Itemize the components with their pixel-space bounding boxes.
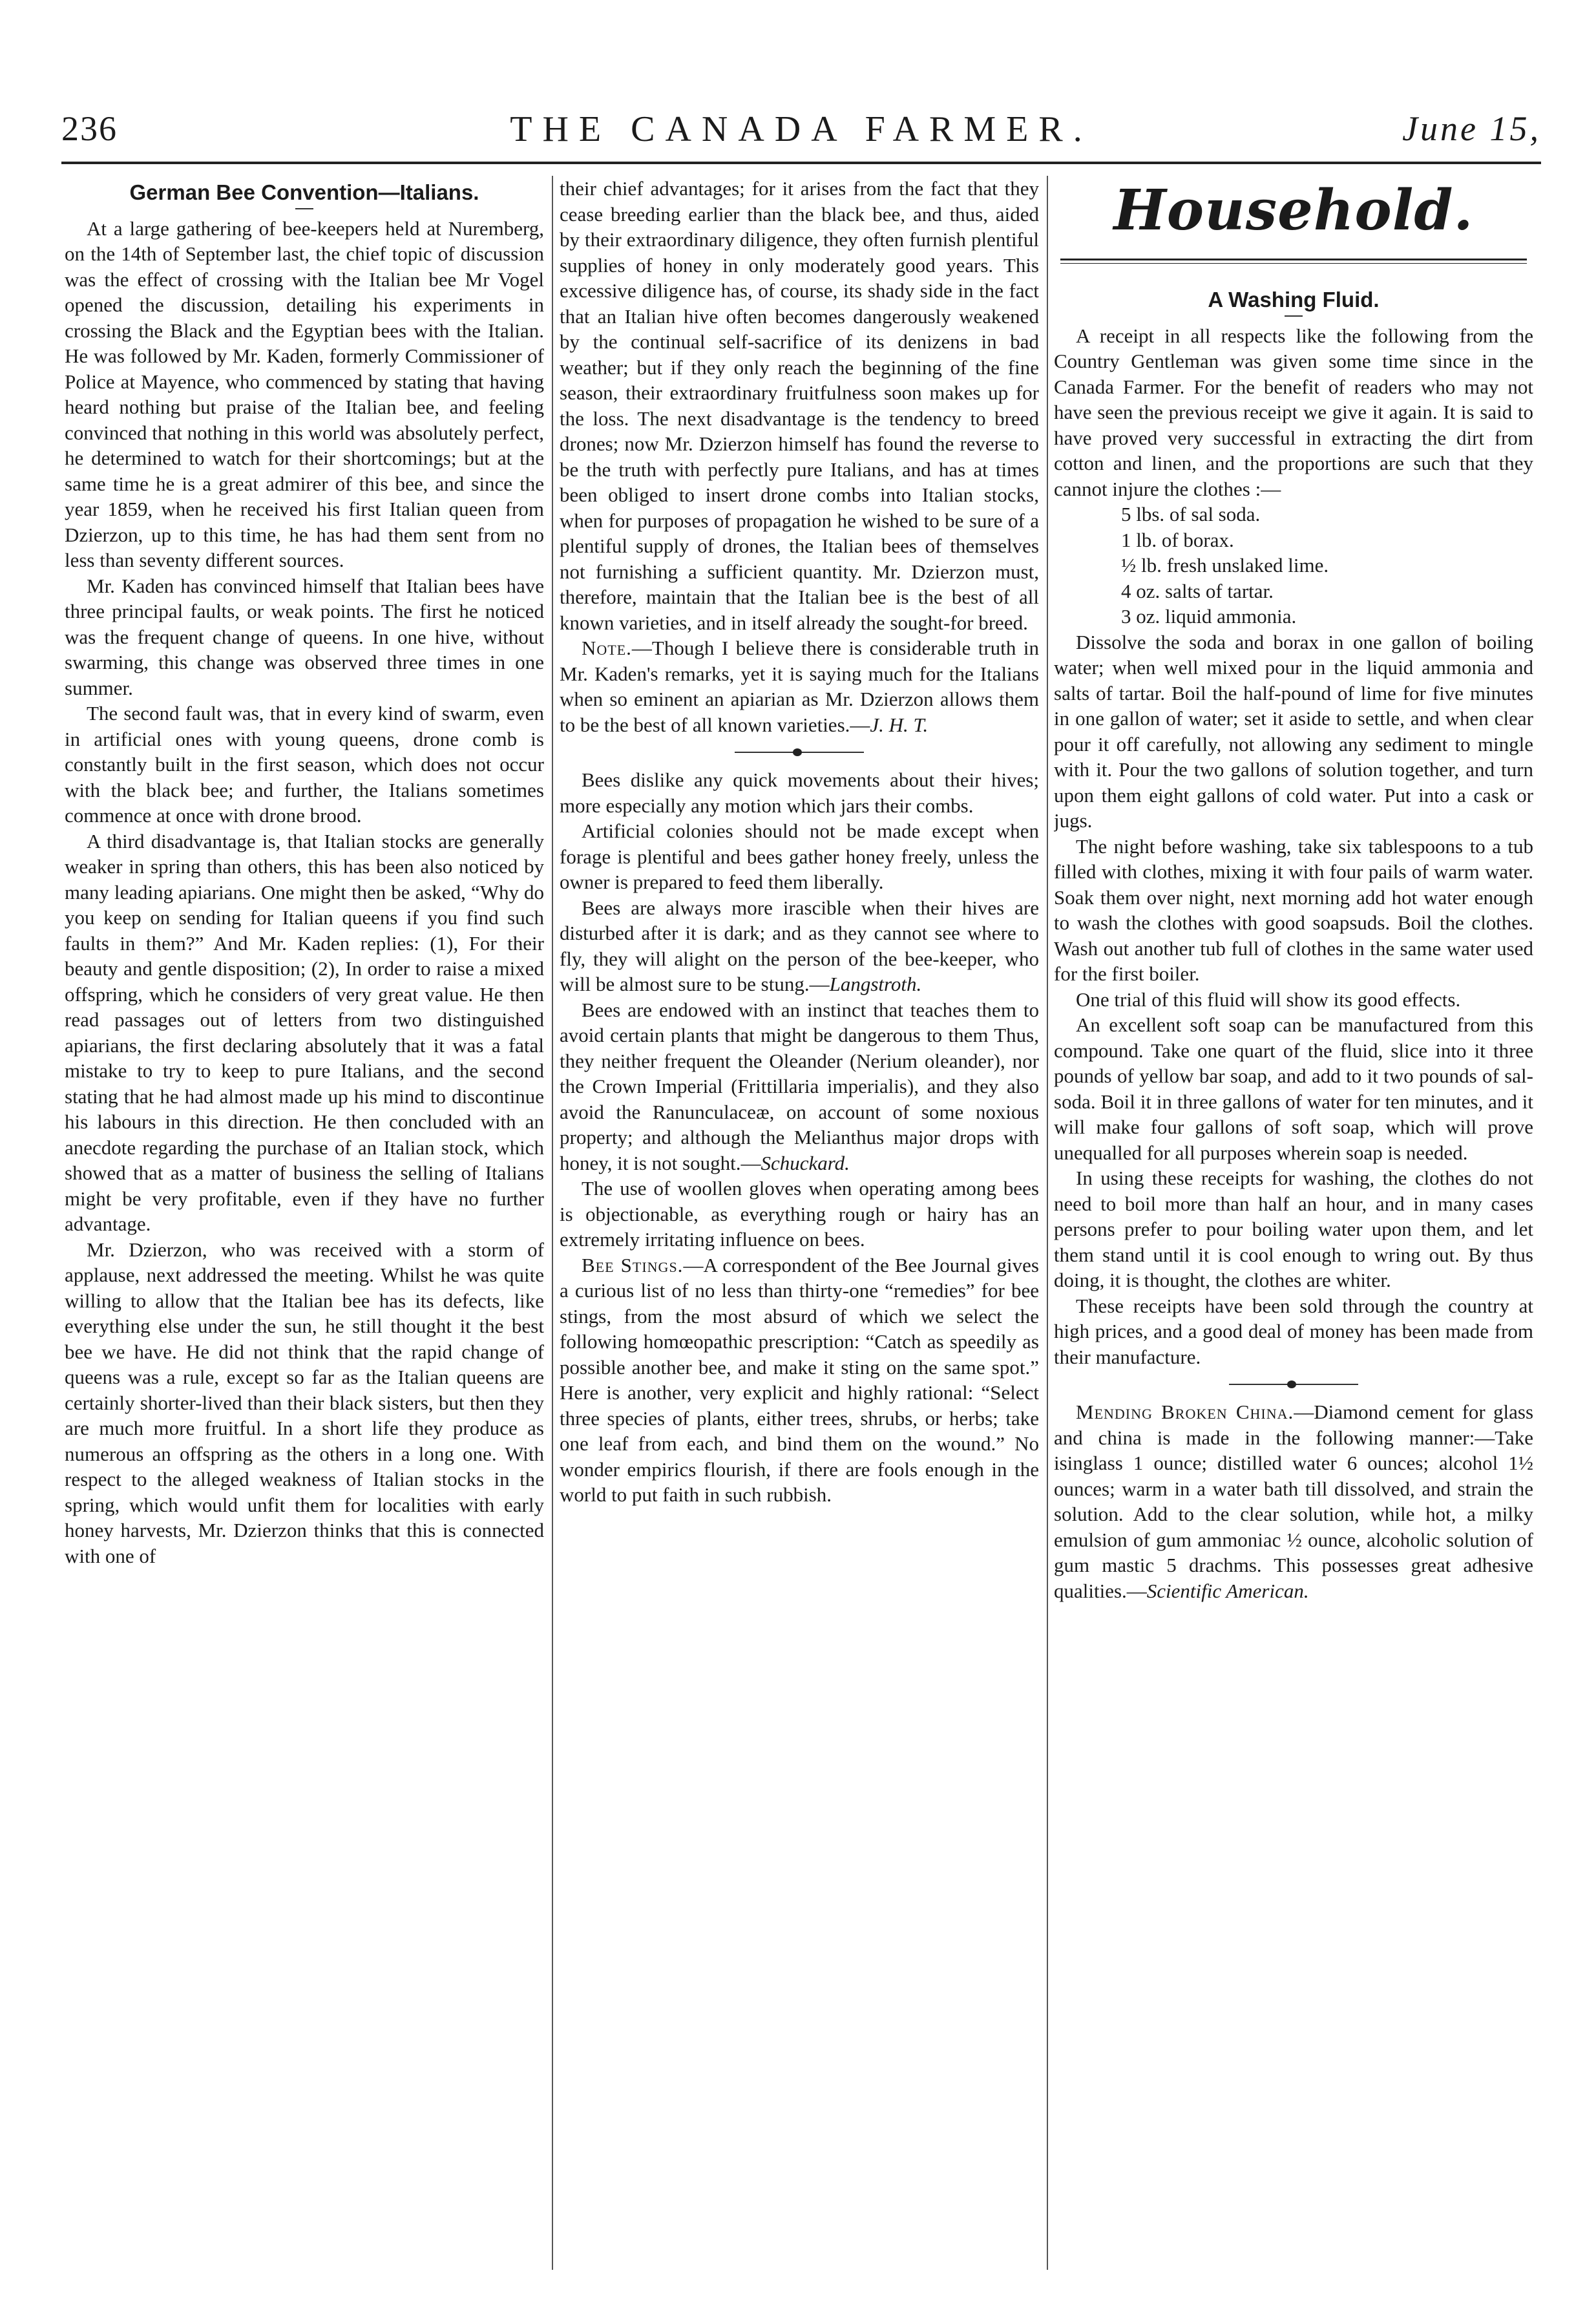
source-signature: Langstroth. — [829, 973, 922, 995]
paragraph: The use of woollen gloves when operating among bees is objectionable, as everything rough or hairy has an extremely irritating influence on bees. — [560, 1177, 1039, 1251]
newspaper-title: THE CANADA FARMER. — [510, 109, 1093, 149]
recipe-item: 1 lb. of borax. — [1121, 528, 1234, 551]
paragraph-text: Bees are endowed with an instinct that teaches them to avoid certain plants that might be dangerous to them Thus, they neither frequent the Oleander (Nerium oleander), nor the Crown Imperial (Frittillaria imperialis), and they also avoid the Ranunculaceæ, on account of some noxious property; and although the Melianthus major drops with honey, it is not sought.— — [560, 998, 1039, 1174]
bee-stings-label: Bee Stings. — [582, 1253, 684, 1276]
page-number: 236 — [61, 109, 118, 148]
note-paragraph — [560, 635, 1039, 737]
section-separator — [735, 752, 864, 753]
source-signature: Schuckard. — [761, 1151, 850, 1174]
paragraph — [560, 1253, 1039, 1508]
paragraph: The second fault was, that in every kind of swarm, even in artificial ones with young queens, drone comb is constantly built in the first season, which does not occur with the black bee; and further, the Italians sometimes commence at once with drone brood. — [65, 702, 544, 827]
paragraph — [1054, 1399, 1533, 1603]
paragraph-text: —A correspondent of the Bee Journal gives a curious list of no less than thirty-one “remedies” for bee stings, from the most absurd of which we select the following homœopathic prescription: “Catch as speedily as possible another bee, and make it sting on the same spot.” Here is another, very explicit and highly rational: “Select three species of plants, either trees, shrubs, or herbs; take one leaf from each, and bind them on the wound.” No wonder empirics flourish, if there are fools enough in the world to put faith in such rubbish. — [560, 1253, 1039, 1506]
paragraph: Mr. Dzierzon, who was received with a storm of applause, next addressed the meeting. Whilst he was quite willing to allow that the Italian bee has its defects, like everything else under the sun, he still thought it the best bee we have. He did not think that the rapid change of queens was a rule, except so far as the Italian queens are certainly shorter-lived than their black sisters, but then they are much more fruitful. In a short life they produce as numerous an offspring as the others in a long one. With respect to the alleged weakness of Italian stocks in the spring, which would unfit them for localities with early honey harvests, Mr. Dzierzon thinks that this is connected with one of — [65, 1238, 544, 1567]
column-3 — [1054, 176, 1533, 2270]
paragraph: One trial of this fluid will show its good effects. — [1076, 988, 1461, 1011]
article-title: German Bee Convention—Italians. — [129, 180, 479, 204]
section-heading: Household. — [1113, 178, 1474, 243]
column-divider — [552, 176, 553, 2270]
note-label: Note. — [582, 637, 632, 659]
paragraph: At a large gathering of bee-keepers held at Nuremberg, on the 14th of September last, the chief topic of discussion was the effect of crossing with the Italian bee Mr Vogel opened the discussion, detailing his experiments in crossing the Black and the Egyptian bees with the Italian. He was followed by Mr. Kaden, formerly Commissioner of Police at Mayence, who commenced by stating that having heard nothing but praise of the Italian bee, and feeling convinced that nothing in this world was absolutely perfect, he determined to watch for their shortcomings; but at the same time he is a great admirer of this bee, and since the year 1859, when he received his first Italian queen from Dzierzon, up to this time, he has had them sent from no less than seventy different sources. — [65, 217, 544, 571]
paragraph — [560, 895, 1039, 997]
recipe-item: ½ lb. fresh unslaked lime. — [1121, 554, 1329, 577]
column-1 — [65, 176, 544, 2270]
paragraph-text: —Diamond cement for glass and china is made in the following manner:—Take isinglass 1 ounce; distilled water 6 ounces; alcohol 1½ ounces; warm in a water bath till dissolved, and strain the solution. Add to the clear solution, while hot, a milky emulsion of gum ammoniac ½ ounce, alcoholic solution of gum mastic 5 drachms. This possesses great adhesive qualities.— — [1054, 1401, 1533, 1602]
masthead — [61, 109, 1541, 160]
column-2 — [560, 176, 1039, 2270]
paragraph: Mr. Kaden has convinced himself that Italian bees have three principal faults, or weak points. The first he noticed was the frequent change of queens. In one hive, without swarming, this change was observed three times in one summer. — [65, 574, 544, 699]
title-dash — [1285, 315, 1303, 317]
china-label: Mending Broken China. — [1076, 1401, 1294, 1423]
paragraph: An excellent soft soap can be manufactured from this compound. Take one quart of the fluid, slice into it three pounds of yellow bar soap, and add to it two pounds of sal-soda. Boil it in three gallons of water for ten minutes, and it will make four gallons of soft soap, which will prove unequalled for all purposes wherein soap is needed. — [1054, 1013, 1533, 1164]
recipe-item: 3 oz. liquid ammonia. — [1121, 605, 1297, 628]
issue-date: June 15, — [1402, 109, 1541, 148]
recipe-item: 4 oz. salts of tartar. — [1121, 579, 1274, 602]
paragraph: A third disadvantage is, that Italian stocks are generally weaker in spring than others, this has been also noticed by many leading apiarians. One might then be asked, “Why do you keep on sending for Italian queens if you find such faults in them?” And Mr. Kaden replies: (1), For their beauty and gentle disposition; (2), In order to raise a mixed offspring, which he considers of very great value. He then read passages out of letters from two distinguished apiarians, the first declaring absolutely that it was a fatal mistake to try to keep to pure Italians, and the second stating that he had almost made up his mind to discontinue his labours in this direction. He then concluded with an anecdote regarding the purchase of an Italian stock, which showed that as a matter of business the selling of Italians might be very profitable, even if they have no further advantage. — [65, 829, 544, 1235]
paragraph: The night before washing, take six tablespoons to a tub filled with clothes, mixing it with four pails of warm water. Soak them over night, next morning add hot water enough to wash the clothes with good soapsuds. Boil the clothes. Wash out another tub full of clothes in the same water used for the first boiler. — [1054, 834, 1533, 985]
paragraph: Bees dislike any quick movements about their hives; more especially any motion which jars their combs. — [560, 768, 1039, 817]
note-text: —Though I believe there is considerable truth in Mr. Kaden's remarks, yet it is saying much for the Italians when so eminent an apiarian as Mr. Dzierzon allows them to be the best of all known varieties.— — [560, 637, 1039, 736]
paragraph: their chief advantages; for it arises from the fact that they cease breeding earlier than the black bee, and thus, aided by their extraordinary diligence, they often furnish plentiful supplies of honey in only moderately good years. This excessive diligence has, of course, its shady side in the fact that an Italian hive often becomes dangerously weakened by the continual self-sacrifice of its denizens in bad weather; but if they only reach the beginning of the fine season, their extraordinary fruitfulness soon makes up for the loss. The next disadvantage is the tendency to breed drones; now Mr. Dzierzon himself has found the reverse to be the truth with perfectly pure Italians, and has at times been obliged to insert drone combs into Italian stocks, when for purposes of propagation he wished to be sure of a plentiful supply of drones, the Italian bees of themselves not furnishing a sufficient quantity. Mr. Dzierzon must, therefore, maintain that the Italian bee is the best of all known varieties, and in itself already the sought-for breed. — [560, 177, 1039, 634]
column-divider — [1047, 176, 1048, 2270]
paragraph: A receipt in all respects like the following from the Country Gentleman was given some time since in the Canada Farmer. For the benefit of readers who may not have seen the previous receipt we give it again. It is said to have proved very successful in extracting the dirt from cotton and linen, and the proportions are such that they cannot injure the clothes :— — [1054, 324, 1533, 500]
note-signature: J. H. T. — [870, 713, 929, 736]
paragraph — [560, 997, 1039, 1176]
section-separator — [1229, 1384, 1358, 1385]
paragraph: These receipts have been sold through the country at high prices, and a good deal of money has been made from their manufacture. — [1054, 1294, 1533, 1368]
paragraph: In using these receipts for washing, the clothes do not need to boil more than half an hour, and in many cases persons prefer to pour boiling water upon them, and let them stand until it is cool enough to wring out. By thus doing, it is thought, the clothes are whiter. — [1054, 1167, 1533, 1291]
masthead-rule — [61, 162, 1541, 164]
source-signature: Scientific American. — [1146, 1579, 1309, 1602]
paragraph: Artificial colonies should not be made except when forage is plentiful and bees gather honey freely, unless the owner is prepared to feed them liberally. — [560, 820, 1039, 893]
paragraph: Dissolve the soda and borax in one gallon of boiling water; when well mixed pour in the liquid ammonia and salts of tartar. Boil the half-pound of lime for five minutes in one gallon of water; set it aside to settle, and when clear pour it off carefully, not allowing any sediment to mingle with it. Pour the two gallons of solution together, and turn upon them eight gallons of cold water. Put into a cask or jugs. — [1054, 630, 1533, 832]
recipe-item: 5 lbs. of sal soda. — [1121, 503, 1261, 525]
article-title: A Washing Fluid. — [1208, 288, 1380, 312]
section-rule — [1060, 259, 1527, 264]
paragraph-text: Bees are always more irascible when their hives are disturbed after it is dark; and as they cannot see where to fly, they will alight on the person of the bee-keeper, who will be almost sure to be stung.— — [560, 896, 1039, 995]
title-dash — [295, 208, 313, 209]
